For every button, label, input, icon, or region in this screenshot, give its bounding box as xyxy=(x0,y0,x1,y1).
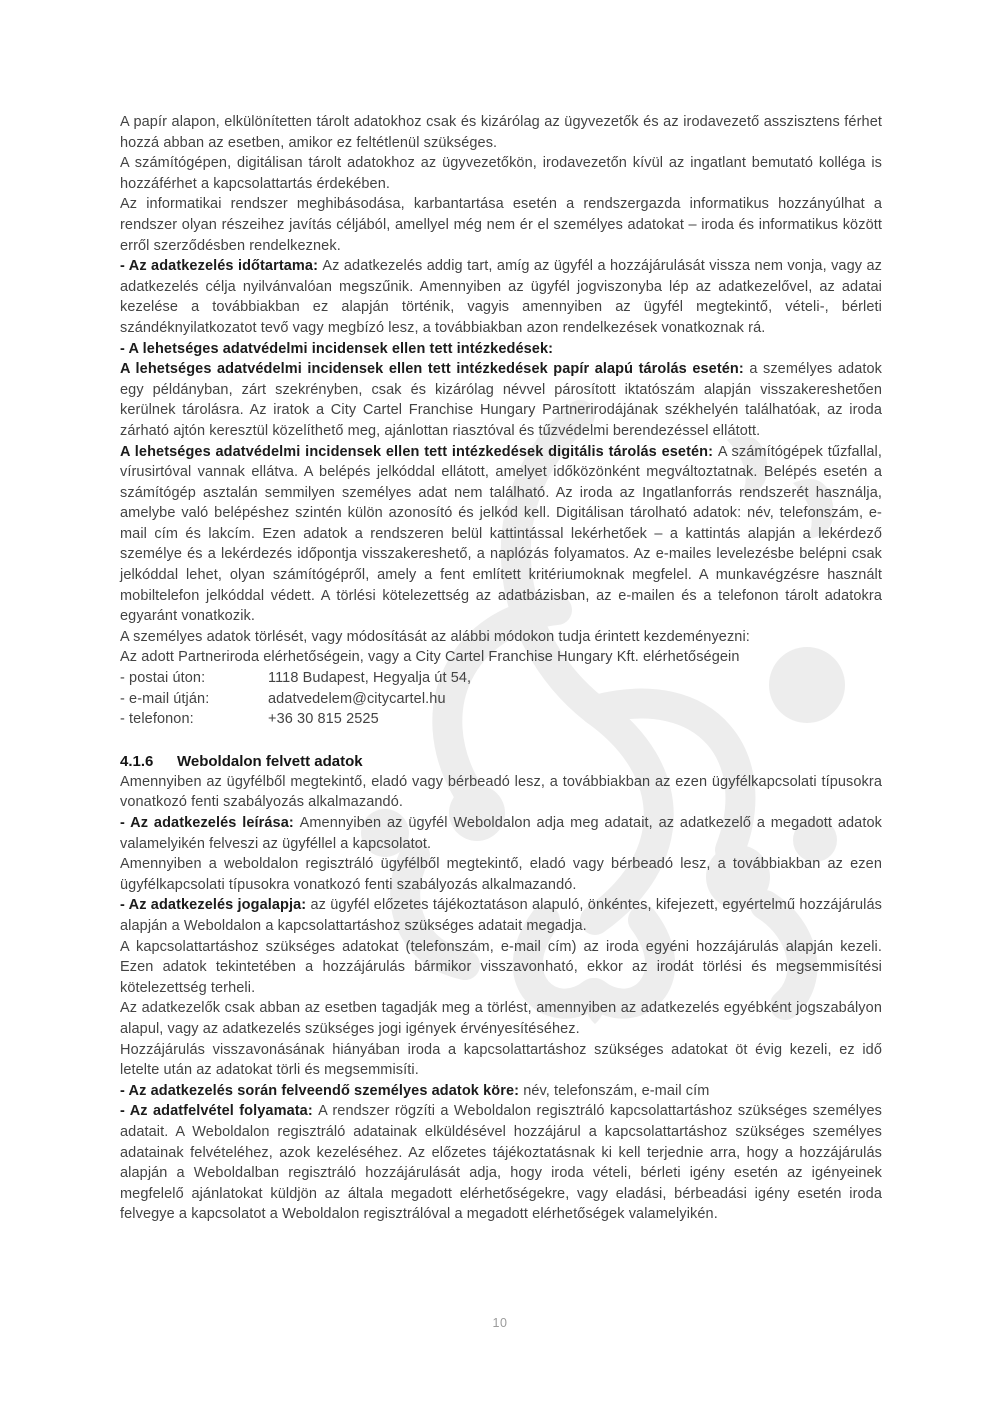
paragraph-web-registrant-rule xyxy=(120,854,882,895)
paragraph-text: A papír alapon, elkülönítetten tárolt adatokhoz csak és kizárólag az ügyvezetők és az irodavezető asszisztens férhet hozzá abban az esetben, amikor ez feltétlenül szükséges. xyxy=(120,114,882,151)
paragraph-lead: - Az adatfelvétel folyamata: xyxy=(120,1103,319,1120)
paragraph-text: Hozzájárulás visszavonásának hiányában iroda a kapcsolattartáshoz szükséges adatokat öt évig kezeli, ez idő letelte után az adatokat törli és megsemmisíti. xyxy=(120,1041,882,1079)
page-footer xyxy=(0,1314,1000,1332)
paragraph-text: A rendszer rögzíti a Weboldalon regisztráló kapcsolattartáshoz szükséges személyes adatait. A Weboldalon regisztráló adatainak elküldésével hozzájárul a kapcsolattartáshoz szükséges személyes adatainak felvételéhez, azok kezeléséhez. Az előzetes tájékoztatásnak ki kell terjednie arra, hogy a hozzájárulás alapján a Weboldalban regisztráló hozzájárulását adja, hogy iroda vételi, bérleti igény esetén az igényeinek megfelelő ajánlatokat küldjön az általa megadott elérhetőségekre, vagy eladási, bérbeadási igény esetén iroda felvegye a kapcsolatot a Weboldalon regisztrálóval a megadott elérhetőségek valamelyikén. xyxy=(120,1103,882,1223)
paragraph-text: A személyes adatok törlését, vagy módosítását az alábbi módokon tudja érintett kezdeményezni: xyxy=(120,628,750,645)
paragraph-incident-measures-digital xyxy=(120,442,882,627)
paragraph-data-collection-process xyxy=(120,1101,882,1225)
paragraph-lead: - Az adatkezelés jogalapja: xyxy=(120,897,311,914)
contact-row-phone xyxy=(120,709,882,730)
paragraph-contact-data-handling xyxy=(120,937,882,999)
paragraph-five-year-retention xyxy=(120,1040,882,1081)
paragraph-text: A számítógépen, digitálisan tárolt adatokhoz az ügyvezetőkön, irodavezetőn kívül az ingatlant bemutató kolléga is hozzáférhet a kapcsolattartás érdekében. xyxy=(120,155,882,192)
section-title: Weboldalon felvett adatok xyxy=(177,752,363,770)
section-number: 4.1.6 xyxy=(120,752,154,770)
contact-label: - e-mail útján: xyxy=(120,690,210,707)
paragraph-lead: - Az adatkezelés leírása: xyxy=(120,815,300,831)
contact-label: - telefonon: xyxy=(120,711,194,728)
paragraph-data-processing-description xyxy=(120,813,882,854)
paragraph-lead: A lehetséges adatvédelmi incidensek ellen tett intézkedések digitális tárolás esetén: xyxy=(120,443,718,460)
paragraph-incident-measures-paper xyxy=(120,359,882,441)
contact-row-postal xyxy=(120,668,882,689)
contact-row-email xyxy=(120,689,882,710)
paragraph-text: Az informatikai rendszer meghibásodása, karbantartása esetén a rendszergazda informatikus hozzányúlhat a rendszer olyan részeihez javítás céljából, amellyel még nem ér el személyes adatokat – iroda és informatikus között erről szerződésben rendelkeznek. xyxy=(120,196,882,254)
paragraph-text: Amennyiben az ügyfélből megtekintő, eladó vagy bérbeadó lesz, a továbbiakban az ezen ügyfélkapcsolati típusokra vonatkozó fenti szabályozás alkalmazandó. xyxy=(120,773,882,811)
paragraph-text: A kapcsolattartáshoz szükséges adatokat (telefonszám, e-mail cím) az iroda egyéni hozzájárulás alapján kezeli. Ezen adatok tekintetében a hozzájárulás bármikor visszavonható, ekkor az irodát törlési és megsemmisítési kötelezettség terheli. xyxy=(120,938,882,996)
contact-value-address: 1118 Budapest, Hegyalja út 54, xyxy=(268,670,472,687)
paragraph-deletion-refusal xyxy=(120,998,882,1039)
contact-label: - postai úton: xyxy=(120,670,206,687)
paragraph-lead: A lehetséges adatvédelmi incidensek ellen tett intézkedések papír alapú tárolás esetén: xyxy=(120,361,750,378)
paragraph-text: Amennyiben a weboldalon regisztráló ügyfélből megtekintő, eladó vagy bérbeadó lesz, a továbbiakban az ezen ügyfélkapcsolati típusokra vonatkozó fenti szabályozás alkalmazandó. xyxy=(120,856,882,893)
contact-value-phone: +36 30 815 2525 xyxy=(268,711,379,728)
paragraph-text: Amennyiben az ügyfél Weboldalon adja meg adatait, az adatkezelő a megadott adatok valamelyikén felveszi az ügyféllel a kapcsolatot. xyxy=(120,815,882,852)
paragraph-paper-access xyxy=(120,112,882,153)
paragraph-text: Az adatkezelők csak abban az esetben tagadják meg a törlést, amennyiben az adatkezelés egyébként jogszabályon alapul, vagy az adatkezelés szükséges jogi igények érvényesítéséhez. xyxy=(120,1000,882,1037)
paragraph-lead: - Az adatkezelés során felveendő személyes adatok köre: xyxy=(120,1082,524,1099)
paragraph-client-type-rule xyxy=(120,772,882,813)
paragraph-lead: - Az adatkezelés időtartama: xyxy=(120,258,323,275)
paragraph-contact-channels-intro xyxy=(120,647,882,668)
section-heading-weboldalon-felvett-adatok xyxy=(120,751,882,772)
paragraph-legal-basis xyxy=(120,895,882,936)
page-number: 10 xyxy=(492,1316,508,1330)
document-content xyxy=(120,112,882,1225)
paragraph-data-processing-duration xyxy=(120,256,882,338)
paragraph-computer-access xyxy=(120,153,882,194)
contact-value-email: adatvedelem@citycartel.hu xyxy=(268,690,446,707)
paragraph-personal-data-scope xyxy=(120,1081,882,1102)
paragraph-text: név, telefonszám, e-mail cím xyxy=(523,1082,710,1099)
paragraph-lead: - A lehetséges adatvédelmi incidensek ellen tett intézkedések: xyxy=(120,340,554,357)
paragraph-deletion-request-intro xyxy=(120,627,882,648)
paragraph-text: az ügyfél előzetes tájékoztatáson alapuló, önkéntes, kifejezett, egyértelmű hozzájárulás alapján a Weboldalon a kapcsolattartáshoz szükséges adatait megadja. xyxy=(120,897,882,934)
paragraph-it-system xyxy=(120,194,882,256)
paragraph-text: A számítógépek tűzfallal, vírusirtóval vannak ellátva. A belépés jelkóddal ellátott, amelyet időközönként megváltoztatnak. Belépés esetén a számítógép asztalán semmilyen személyes adat nem található. Az iroda az Ingatlanforrás rendszerét használja, amelybe való belépéshez szintén külön azonosító és jelkód kell. Digitálisan tárolható adatok: név, telefonszám, e-mail cím és lakcím. Ezen adatok a rendszeren belül kattintással lekérhetőek – a kattintás alapján a lekérdező személye és a lekérdezés időpontja visszakereshető, a naplózás folyamatos. Az e-mailes levelezésbe belépni csak jelkóddal lehet, olyan számítógépről, amely a fent említett kritériumoknak megfelel. A munkavégzésre használt mobiltelefon jelkóddal védett. A törlési kötelezettség az adatbázisban, az e-mailen és a telefonon tárolt adatokra egyaránt vonatkozik. xyxy=(120,443,882,625)
paragraph-text: a személyes adatok egy példányban, zárt szekrényben, csak és kizárólag névvel párosított iktatószám alapján visszakereshetően kerülnek tárolásra. Az iratok a City Cartel Franchise Hungary Partnerirodájának székhelyén találhatóak, az iroda zárható ajtón keresztül közelíthető meg, ajánlottan riasztóval és tűzvédelmi berendezéssel ellátott. xyxy=(120,361,882,439)
paragraph-text: Az adatkezelés addig tart, amíg az ügyfél a hozzájárulását vissza nem vonja, vagy az adatkezelés célja nyilvánvalóan megszűnik. Amennyiben az ügyfél jogviszonyba lép az adatkezelővel, az adatai kezelése a továbbiakban ez alapján történik, vagyis amennyiben az ügyfél megtekintő, vételi-, bérleti szándéknyilatkozatot tevő vagy megbízó lesz, a továbbiakban azon rendelkezések vonatkoznak rá. xyxy=(120,258,882,336)
paragraph-text: Az adott Partneriroda elérhetőségein, vagy a City Cartel Franchise Hungary Kft. elérhetőségein xyxy=(120,649,740,666)
paragraph-incident-measures-title xyxy=(120,339,882,360)
